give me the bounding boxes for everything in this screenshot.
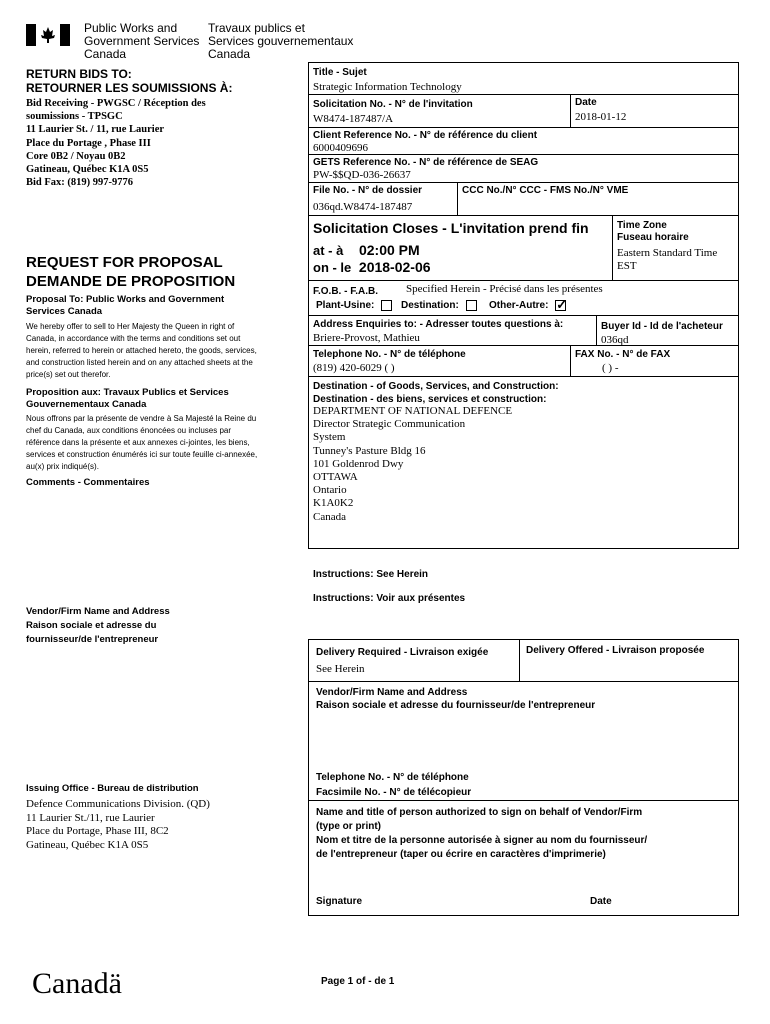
proposition-text: Nous offrons par la présente de vendre à Sa Majesté la Reine du chef du Canada, aux conditions énoncées ou incluses par référence dans la présente et aux annexes ci-jointes, les biens, services et construction énumérés ici sur toute feuille ci-annexée, au(x) prix indiqué(s).: [26, 414, 258, 471]
department-name-fr: Travaux publics et Services gouvernementaux Canada: [208, 21, 354, 61]
at-label: at - à: [313, 243, 344, 258]
telephone-label: Telephone No. - N° de téléphone: [313, 349, 466, 360]
delivery-offered-label: Delivery Offered - Livraison proposée: [526, 645, 705, 656]
signature-date-field[interactable]: Date: [590, 896, 612, 907]
rfp-title: REQUEST FOR PROPOSAL DEMANDE DE PROPOSITION: [26, 254, 236, 290]
solicitation-label: Solicitation No. - N° de l'invitation: [313, 99, 473, 110]
authorized-person-field[interactable]: Name and title of person authorized to sign on behalf of Vendor/Firm (type or print) Nom et titre de la personne autorisée à signer au nom du fournisseur/ de l'entrepreneur (taper ou écrire en caractères d'imprimerie): [316, 807, 648, 860]
proposal-to-heading: Proposal To: Public Works and Government Services Canada: [26, 294, 225, 317]
solicitation-closes-title: Solicitation Closes - L'invitation prend fin: [313, 220, 589, 236]
plant-checkbox[interactable]: [381, 300, 392, 311]
date-label: Date: [575, 97, 597, 108]
government-flag-logo: [26, 24, 70, 46]
instructions-fr: Instructions: Voir aux présentes: [313, 593, 466, 604]
department-name-en: Public Works and Government Services Canada: [84, 21, 200, 61]
page-number: Page 1 of - de 1: [321, 976, 395, 987]
solicitation-value: W8474-187487/A: [313, 113, 394, 125]
telephone-value: (819) 420-6029 ( ): [313, 362, 395, 374]
destination-option: Destination:: [401, 300, 477, 311]
title-value: Strategic Information Technology: [313, 81, 462, 93]
gets-reference-value: PW-$$QD-036-26637: [313, 169, 411, 181]
destination-checkbox[interactable]: [466, 300, 477, 311]
address-enquiries-label: Address Enquiries to: - Adresser toutes questions à:: [313, 319, 564, 330]
fax-value: ( ) -: [602, 362, 619, 374]
client-reference-value: 6000409696: [313, 142, 368, 154]
proposition-heading: Proposition aux: Travaux Publics et Services Gouvernementaux Canada: [26, 387, 229, 410]
destination-label: Destination - of Goods, Services, and Construction: Destination - des biens, services et construction:: [313, 381, 559, 405]
other-checkbox[interactable]: [555, 297, 568, 312]
destination-address: DEPARTMENT OF NATIONAL DEFENCE Director Strategic Communication System Tunney's Pasture Bldg 16 101 Goldenrod Dwy OTTAWA Ontario K1A0K2 Canada: [313, 405, 513, 523]
delivery-required-value: See Herein: [316, 663, 365, 675]
return-bids-address: Bid Receiving - PWGSC / Réception des soumissions - TPSGC 11 Laurier St. / 11, rue Laurier Place du Portage , Phase III Core 0B2 / Noyau 0B2 Gatineau, Québec K1A 0S5 Bid Fax: (819) 997-9776: [26, 98, 206, 189]
issuing-office-label: Issuing Office - Bureau de distribution: [26, 783, 199, 794]
check-mark-icon: ✓: [556, 297, 568, 312]
vendor-firm-field[interactable]: Vendor/Firm Name and Address Raison sociale et adresse du fournisseur/de l'entrepreneur: [316, 687, 596, 711]
closing-time: [313, 242, 420, 258]
plant-option: Plant-Usine:: [316, 300, 392, 311]
date-value: 2018-01-12: [575, 111, 627, 123]
time-zone-value: Eastern Standard Time EST: [617, 247, 718, 272]
address-enquiries-value: Briere-Provost, Mathieu: [313, 332, 420, 344]
gets-reference-label: GETS Reference No. - N° de référence de SEAG: [313, 157, 539, 168]
vendor-telephone-field[interactable]: Telephone No. - N° de téléphone: [316, 772, 469, 783]
return-bids-title: RETURN BIDS TO: RETOURNER LES SOUMISSIONS À:: [26, 67, 233, 95]
time-zone-label: Time Zone Fuseau horaire: [617, 220, 689, 243]
instructions-en: Instructions: See Herein: [313, 569, 429, 580]
delivery-required-label: Delivery Required - Livraison exigée: [316, 647, 489, 658]
buyer-id-label: Buyer Id - Id de l'acheteur: [601, 321, 723, 332]
comments-label: Comments - Commentaires: [26, 477, 150, 488]
signature-field[interactable]: Signature: [316, 896, 363, 907]
vendor-fax-field[interactable]: Facsimile No. - N° de télécopieur: [316, 787, 472, 798]
canada-wordmark: Canadä: [32, 967, 122, 1000]
proposal-to-text: We hereby offer to sell to Her Majesty the Queen in right of Canada, in accordance with the terms and conditions set out herein, referred to herein or attached hereto, the goods, services, and construction listed herein and on any attached sheets at the price(s) set out therefor.: [26, 322, 257, 379]
client-reference-label: Client Reference No. - N° de référence du client: [313, 130, 538, 141]
file-number-label: File No. - N° de dossier: [313, 185, 423, 196]
fax-label: FAX No. - N° de FAX: [575, 349, 671, 360]
buyer-id-value: 036qd: [601, 334, 629, 346]
on-value: 2018-02-06: [358, 259, 431, 275]
vendor-firm-label: Vendor/Firm Name and Address Raison sociale et adresse du fournisseur/de l'entrepreneur: [26, 606, 170, 645]
closing-date: [313, 259, 431, 275]
title-label: Title - Sujet: [313, 67, 367, 78]
fob-label: F.O.B. - F.A.B.: [313, 286, 378, 297]
ccc-number-label: CCC No./N° CCC - FMS No./N° VME: [462, 185, 629, 196]
other-option: Other-Autre: ✓: [489, 297, 568, 312]
fob-value: Specified Herein - Précisé dans les présentes: [406, 283, 603, 295]
at-value: 02:00 PM: [358, 242, 420, 258]
on-label: on - le: [313, 260, 352, 275]
issuing-office-address: Defence Communications Division. (QD) 11 Laurier St./11, rue Laurier Place du Portage, Phase III, 8C2 Gatineau, Québec K1A 0S5: [26, 798, 210, 851]
file-number-value: 036qd.W8474-187487: [313, 201, 413, 213]
